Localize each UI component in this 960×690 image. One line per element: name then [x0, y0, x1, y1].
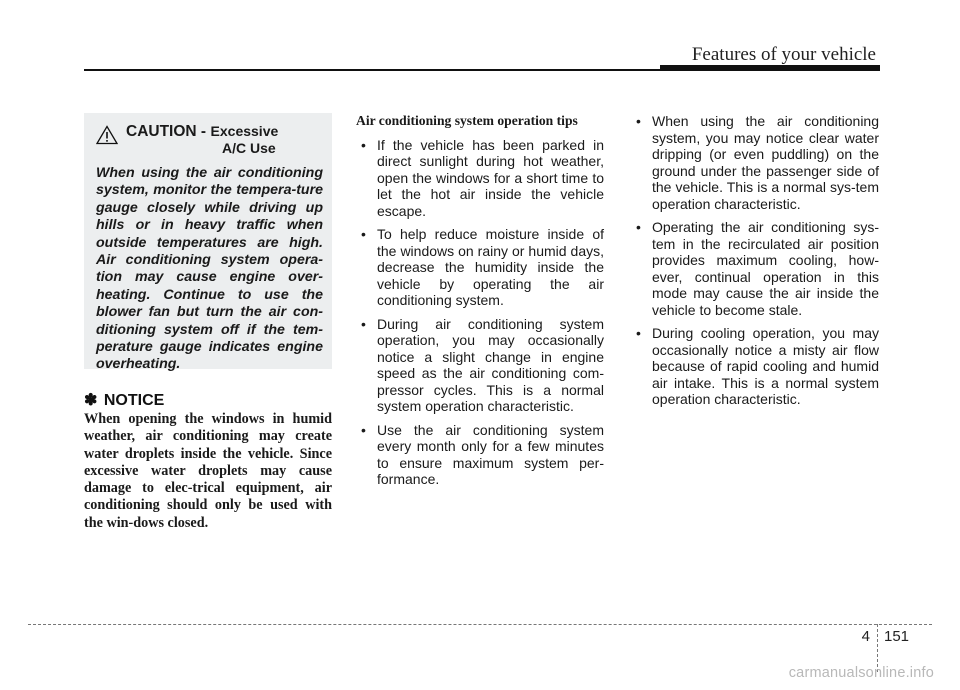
- list-item: [631, 113, 879, 212]
- tips-list-1: [356, 137, 604, 488]
- chapter-number: 4: [861, 628, 870, 645]
- bullet-icon: •: [361, 421, 366, 438]
- list-item-text: When using the air conditioning system, you may notice clear water dripping (or even puddling) on the ground under the passenger side of the vehicle. This is a normal sys-tem operation characteristic.: [652, 113, 879, 212]
- list-item-text: To help reduce moisture inside of the windows on rainy or humid days, decrease the humidity inside the vehicle by operating the air conditioning system.: [377, 226, 604, 308]
- tips-list-2: [631, 113, 879, 408]
- caution-header: [96, 123, 323, 157]
- caution-body: When using the air conditioning system, monitor the tempera-ture gauge closely while driving up hills or in heavy traffic when outside temperatures are high. Air conditioning system opera-tion may cause engine over-heating. Continue to use the blower fan but turn the air con-ditioning system off if the tem-perature gauge indicates engine overheating.: [96, 165, 323, 373]
- list-item: [356, 226, 604, 309]
- header-title: Features of your vehicle: [691, 44, 876, 65]
- bullet-icon: •: [361, 315, 366, 332]
- caution-label: CAUTION -: [126, 123, 207, 140]
- list-item: [356, 422, 604, 488]
- bullet-icon: •: [636, 113, 641, 129]
- list-item: [631, 219, 879, 318]
- notice-heading-text: NOTICE: [103, 392, 165, 409]
- caution-box: [84, 113, 332, 373]
- section-heading: Air conditioning system operation tips: [356, 113, 578, 128]
- footer-rule: [28, 624, 932, 625]
- page-number: 151: [884, 628, 910, 645]
- bullet-icon: •: [361, 226, 366, 242]
- list-item-text: Use the air conditioning system every month only for a few minutes to ensure maximum system per-formance.: [377, 421, 604, 487]
- warning-triangle-icon: [96, 125, 118, 145]
- watermark: carmanualsonline.info: [788, 665, 934, 681]
- caution-title-line2-wrap: [126, 140, 278, 157]
- notice-heading: [84, 390, 164, 410]
- tips-column-1: [356, 113, 604, 495]
- header-rule-accent: [660, 65, 880, 71]
- notice-mark-icon: ✽: [84, 392, 98, 409]
- list-item-text: Operating the air conditioning sys-tem in the recirculated air position provides maximum cooling, how-ever, continual operation in this mode may cause the air inside the vehicle to become stale.: [652, 219, 879, 318]
- bullet-icon: •: [636, 325, 641, 341]
- list-item-text: During air conditioning system operation, you may occasionally notice a slight change in engine speed as the air conditioning com-pressor cycles. This is a normal system operation characteristic.: [377, 315, 604, 414]
- caution-heading: [126, 123, 278, 157]
- list-item-text: During cooling operation, you may occasionally notice a misty air flow because of rapid cooling and humid air intake. This is a normal system operation characteristic.: [652, 325, 879, 407]
- notice-body: When opening the windows in humid weather, air conditioning may create water droplets inside the vehicle. Since excessive water droplets may cause damage to elec-trical equipment, air conditioning should only be used with the win-dows closed.: [84, 411, 332, 531]
- bullet-icon: •: [636, 219, 641, 235]
- bullet-icon: •: [361, 136, 366, 153]
- list-item: [356, 137, 604, 220]
- list-item: [631, 325, 879, 408]
- list-item: [356, 316, 604, 415]
- caution-title: Excessive: [210, 123, 279, 139]
- tips-column-2: [631, 113, 879, 415]
- list-item-text: If the vehicle has been parked in direct sunlight during hot weather, open the windows for a short time to let the hot air inside the vehicle escape.: [377, 136, 604, 219]
- caution-title-line2: A/C Use: [222, 140, 276, 156]
